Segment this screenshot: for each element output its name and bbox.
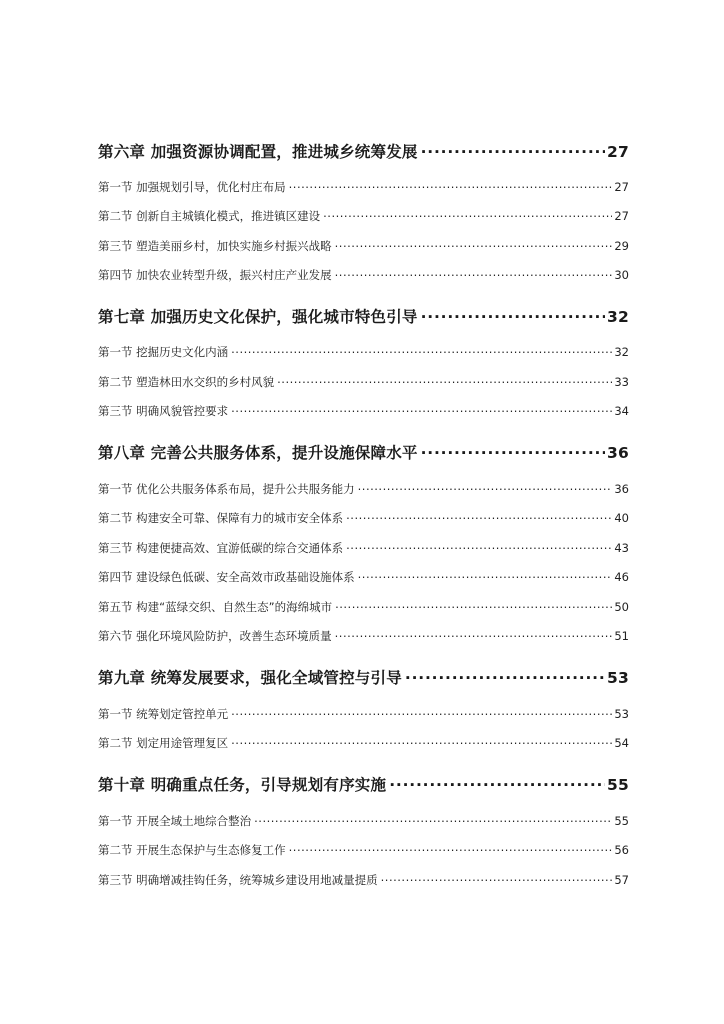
toc-entry-title: 第九章 统筹发展要求，强化全域管控与引导: [98, 669, 402, 687]
toc-page-number: 53: [607, 669, 629, 687]
dot-leader: [346, 541, 612, 553]
toc-entry-title: 第三节 明确风貌管控要求: [98, 404, 229, 418]
toc-section-7-3[interactable]: [98, 403, 629, 419]
toc-section-9-2[interactable]: [98, 735, 629, 751]
toc-chapter-8[interactable]: [98, 441, 629, 463]
toc-page-number: 29: [614, 239, 629, 253]
toc-page-number: 36: [607, 444, 629, 462]
dot-leader: [335, 629, 613, 641]
toc-entry-title: 第三节 构建便捷高效、宜游低碳的综合交通体系: [98, 541, 344, 555]
toc-section-10-1[interactable]: [98, 813, 629, 829]
dot-leader: [231, 345, 612, 357]
toc-chapter-7[interactable]: [98, 305, 629, 327]
toc-entry-title: 第二节 构建安全可靠、保障有力的城市安全体系: [98, 511, 344, 525]
toc-section-10-2[interactable]: [98, 842, 629, 858]
toc-entry-title: 第二节 创新自主城镇化模式，推进镇区建设: [98, 209, 321, 223]
toc-section-8-4[interactable]: [98, 569, 629, 585]
toc-entry-title: 第四节 加快农业转型升级，振兴村庄产业发展: [98, 268, 332, 282]
dot-leader: [335, 268, 613, 280]
toc-section-8-1[interactable]: [98, 481, 629, 497]
toc-page-number: 36: [614, 482, 629, 496]
toc-section-8-5[interactable]: [98, 599, 629, 615]
dot-leader: [289, 843, 613, 855]
dot-leader: [254, 814, 612, 826]
toc-page-number: 33: [614, 375, 629, 389]
toc-entry-title: 第四节 建设绿色低碳、安全高效市政基础设施体系: [98, 570, 355, 584]
toc-entry-title: 第六节 强化环境风险防护，改善生态环境质量: [98, 629, 332, 643]
toc-section-9-1[interactable]: [98, 706, 629, 722]
toc-entry-title: 第二节 塑造林田水交织的乡村风貌: [98, 375, 275, 389]
toc-entry-title: 第三节 明确增减挂钩任务，统筹城乡建设用地减量提质: [98, 873, 378, 887]
toc-section-8-3[interactable]: [98, 540, 629, 556]
toc-page-number: 55: [614, 814, 629, 828]
toc-entry-title: 第二节 开展生态保护与生态修复工作: [98, 843, 286, 857]
toc-page-number: 32: [607, 308, 629, 326]
toc-entry-title: 第一节 统筹划定管控单元: [98, 707, 229, 721]
toc-page-number: 57: [614, 873, 629, 887]
toc-entry-title: 第一节 加强规划引导，优化村庄布局: [98, 180, 286, 194]
toc-entry-title: 第二节 划定用途管理复区: [98, 736, 229, 750]
dot-leader: [323, 209, 612, 221]
toc-page-number: 27: [614, 180, 629, 194]
toc-page-number: 27: [614, 209, 629, 223]
toc-page-number: 34: [614, 404, 629, 418]
dot-leader: [231, 736, 612, 748]
toc-entry-title: 第一节 优化公共服务体系布局，提升公共服务能力: [98, 482, 355, 496]
toc-section-6-3[interactable]: [98, 238, 629, 254]
dot-leader: [389, 775, 605, 791]
toc-entry-title: 第十章 明确重点任务，引导规划有序实施: [98, 776, 387, 794]
dot-leader: [346, 511, 612, 523]
dot-leader: [289, 180, 613, 192]
toc-page-number: 54: [614, 736, 629, 750]
toc-section-6-2[interactable]: [98, 208, 629, 224]
dot-leader: [421, 307, 605, 323]
toc-page-number: 27: [607, 143, 629, 161]
toc-page-number: 32: [614, 345, 629, 359]
dot-leader: [358, 570, 613, 582]
toc-section-8-6[interactable]: [98, 628, 629, 644]
toc-section-8-2[interactable]: [98, 510, 629, 526]
toc-section-6-1[interactable]: [98, 179, 629, 195]
toc-section-7-2[interactable]: [98, 374, 629, 390]
dot-leader: [231, 404, 612, 416]
toc-page-number: 46: [614, 570, 629, 584]
dot-leader: [335, 239, 613, 251]
toc-entry-title: 第三节 塑造美丽乡村，加快实施乡村振兴战略: [98, 239, 332, 253]
toc-page-number: 51: [614, 629, 629, 643]
dot-leader: [421, 142, 605, 158]
toc-entry-title: 第七章 加强历史文化保护，强化城市特色引导: [98, 308, 418, 326]
toc-page-number: 55: [607, 776, 629, 794]
toc-section-7-1[interactable]: [98, 344, 629, 360]
dot-leader: [277, 375, 612, 387]
toc-chapter-10[interactable]: [98, 773, 629, 795]
dot-leader: [405, 668, 605, 684]
toc-page-number: 50: [614, 600, 629, 614]
toc-chapter-9[interactable]: [98, 666, 629, 688]
dot-leader: [231, 707, 612, 719]
toc-page-number: 56: [614, 843, 629, 857]
dot-leader: [358, 482, 613, 494]
toc-section-10-3[interactable]: [98, 872, 629, 888]
toc-page-number: 53: [614, 707, 629, 721]
toc-chapter-6[interactable]: [98, 140, 629, 162]
toc-section-6-4[interactable]: [98, 267, 629, 283]
toc-entry-title: 第五节 构建“蓝绿交织、自然生态”的海绵城市: [98, 600, 333, 614]
toc-page-number: 43: [614, 541, 629, 555]
toc-page-number: 30: [614, 268, 629, 282]
toc-page-number: 40: [614, 511, 629, 525]
dot-leader: [381, 873, 613, 885]
dot-leader: [335, 600, 612, 612]
dot-leader: [421, 443, 605, 459]
toc-entry-title: 第八章 完善公共服务体系，提升设施保障水平: [98, 444, 418, 462]
toc-entry-title: 第一节 挖掘历史文化内涵: [98, 345, 229, 359]
toc-entry-title: 第六章 加强资源协调配置，推进城乡统筹发展: [98, 143, 418, 161]
toc-entry-title: 第一节 开展全域土地综合整治: [98, 814, 252, 828]
